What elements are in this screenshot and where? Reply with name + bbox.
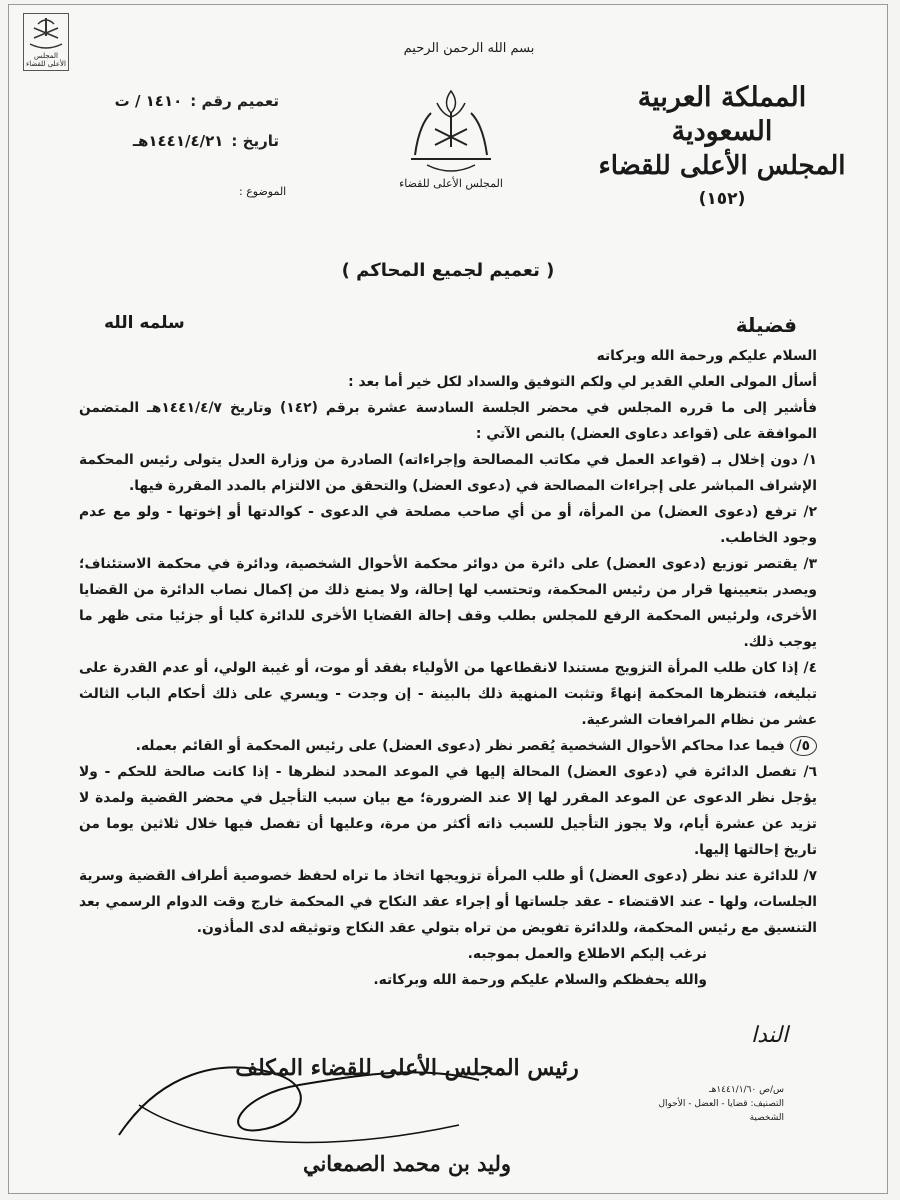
rule-6: ٦/ تفصل الدائرة في (دعوى العضل) المحالة إليها في الموعد المحدد لنظرها - إذا كانت صالحة للحكم - ولا يؤجل نظر الدعوى عن الموعد المقرر لها إلا عند الضرورة؛ مع بيان سبب التأجيل في محضر القضية ولمدة لا تزيد عن عشرة أيام، ولا يجوز التأجيل للسبب ذاته أكثر من مرة، وعليها أن تفصل فيها خلال ثلاثين يوما من تاريخ إحالتها إليها. — [79, 764, 817, 858]
signatory-name: وليد بن محمد الصمعاني — [302, 1151, 512, 1176]
emblem-small-icon — [24, 14, 68, 54]
council-stamp — [23, 13, 69, 71]
footer-ref-number: س/ص ١٤٤١/١/٦٠هـ — [708, 1085, 784, 1095]
circular-number-value: ١٤١٠ / ت — [114, 92, 183, 110]
circular-meta — [49, 81, 279, 161]
circular-number-label: تعميم رقم : — [190, 92, 279, 110]
rule-5-number: ٥/ — [790, 736, 817, 756]
letterhead — [597, 81, 847, 209]
request-line: نرغب إليكم الاطلاع والعمل بموجبه. — [467, 946, 707, 962]
letter-number: (١٥٢) — [698, 189, 746, 209]
reference-paragraph: فأشير إلى ما قرره المجلس في محضر الجلسة السادسة عشرة برقم (١٤٢) وتاريخ ١٤٤١/٤/٧هـ المتضمن الموافقة على (قواعد دعاوى العضل) بالنص الآتي : — [79, 400, 818, 442]
stamp-text: المجلس الأعلى للقضاء — [26, 52, 66, 68]
subject-label: الموضوع : — [239, 185, 287, 198]
greeting: السلام عليكم ورحمة الله وبركاته — [596, 348, 817, 364]
signature-block — [227, 1055, 587, 1176]
rule-1: ١/ دون إخلال بـ (قواعد العمل في مكاتب المصالحة وإجراءاته) الصادرة من وزارة العدل يتولى رئيس المحكمة الإشراف المباشر على إجراءات المصالحة في (دعوى العضل) والتحقق من الالتزام بالمدد المقررة فيها. — [79, 452, 817, 494]
rule-7: ٧/ للدائرة عند نظر (دعوى العضل) أو طلب المرأة تزويجها اتخاذ ما تراه لحفظ خصوصية أطراف القضية وسرية الجلسات، ولها - عند الاقتضاء - عقد جلساتها أو إجراء عقد النكاح في المحكمة خارج وقت الدوام الرسمي بعد التنسيق مع رئيس المحكمة، وللدائرة تفويض من تراه بتولي عقد النكاح وتوثيقه لدى المأذون. — [79, 868, 817, 936]
circular-date-row — [49, 121, 279, 161]
document-page — [8, 4, 888, 1194]
rule-2: ٢/ ترفع (دعوى العضل) من المرأة، أو من أي صاحب مصلحة في الدعوى - كوالدتها أو إخوتها - ولو مع عدم وجود الخاطب. — [79, 504, 817, 546]
emblem-caption: المجلس الأعلى للقضاء — [399, 177, 503, 190]
opening: أسأل المولى العلي القدير لي ولكم التوفيق والسداد لكل خير أما بعد : — [348, 374, 817, 390]
salutation-honorific: فضيلة — [735, 313, 797, 337]
rule-5-text: فيما عدا محاكم الأحوال الشخصية يُقصر نظر (دعوى العضل) على رئيس المحكمة أو القائم بعمله. — [135, 738, 785, 754]
signatory-title: رئيس المجلس الأعلى للقضاء المكلف — [235, 1055, 579, 1081]
circular-date-value: ١٤٤١/٤/٢١هـ — [132, 132, 224, 150]
footer-reference — [644, 1083, 784, 1125]
circular-number-row — [49, 81, 279, 121]
rule-5 — [79, 733, 817, 759]
circular-date-label: تاريخ : — [231, 132, 279, 150]
salutation — [104, 313, 797, 337]
basmala: بسم الله الرحمن الرحيم — [403, 41, 535, 56]
rule-3: ٣/ يقتصر توزيع (دعوى العضل) على دائرة من دوائر محكمة الأحوال الشخصية، ودائرة في محكمة الاستئناف؛ ويصدر بتعيينها قرار من رئيس المحكمة، وتحتسب لها إحالة، ولا يمنع ذلك من إكمال نصاب الدائرة من القضايا الأخرى، ولرئيس المحكمة الرفع للمجلس بطلب وقف إحالة القضايا الأخرى للدائرة كليا أو جزئيا متى ظهر ما يوجب ذلك. — [79, 556, 817, 650]
kingdom-name: المملكة العربية السعودية — [637, 82, 807, 147]
salutation-blessing: سلمه الله — [104, 313, 185, 333]
rule-4: ٤/ إذا كان طلب المرأة التزويج مستندا لانقطاعها من الأولياء بفقد أو موت، أو غيبة الولي، أو عدم القدرة على تبليغه، فتنظرها المحكمة إنهاءً وتثبت المنهية ذلك بالبينة - إن وجدت - ويسري على ذلك أحكام الباب الثالث عشر من نظام المرافعات الشرعية. — [79, 660, 817, 728]
letter-body — [79, 343, 817, 993]
document-title: ( تعميم لجميع المحاكم ) — [341, 260, 555, 281]
closing-line: والله يحفظكم والسلام عليكم ورحمة الله وبركاته. — [373, 972, 707, 988]
footer-classification: التصنيف: قضايا - العضل - الأحوال الشخصية — [658, 1099, 784, 1123]
council-name: المجلس الأعلى للقضاء — [598, 151, 846, 181]
handwritten-initial: الندا — [751, 1023, 789, 1048]
